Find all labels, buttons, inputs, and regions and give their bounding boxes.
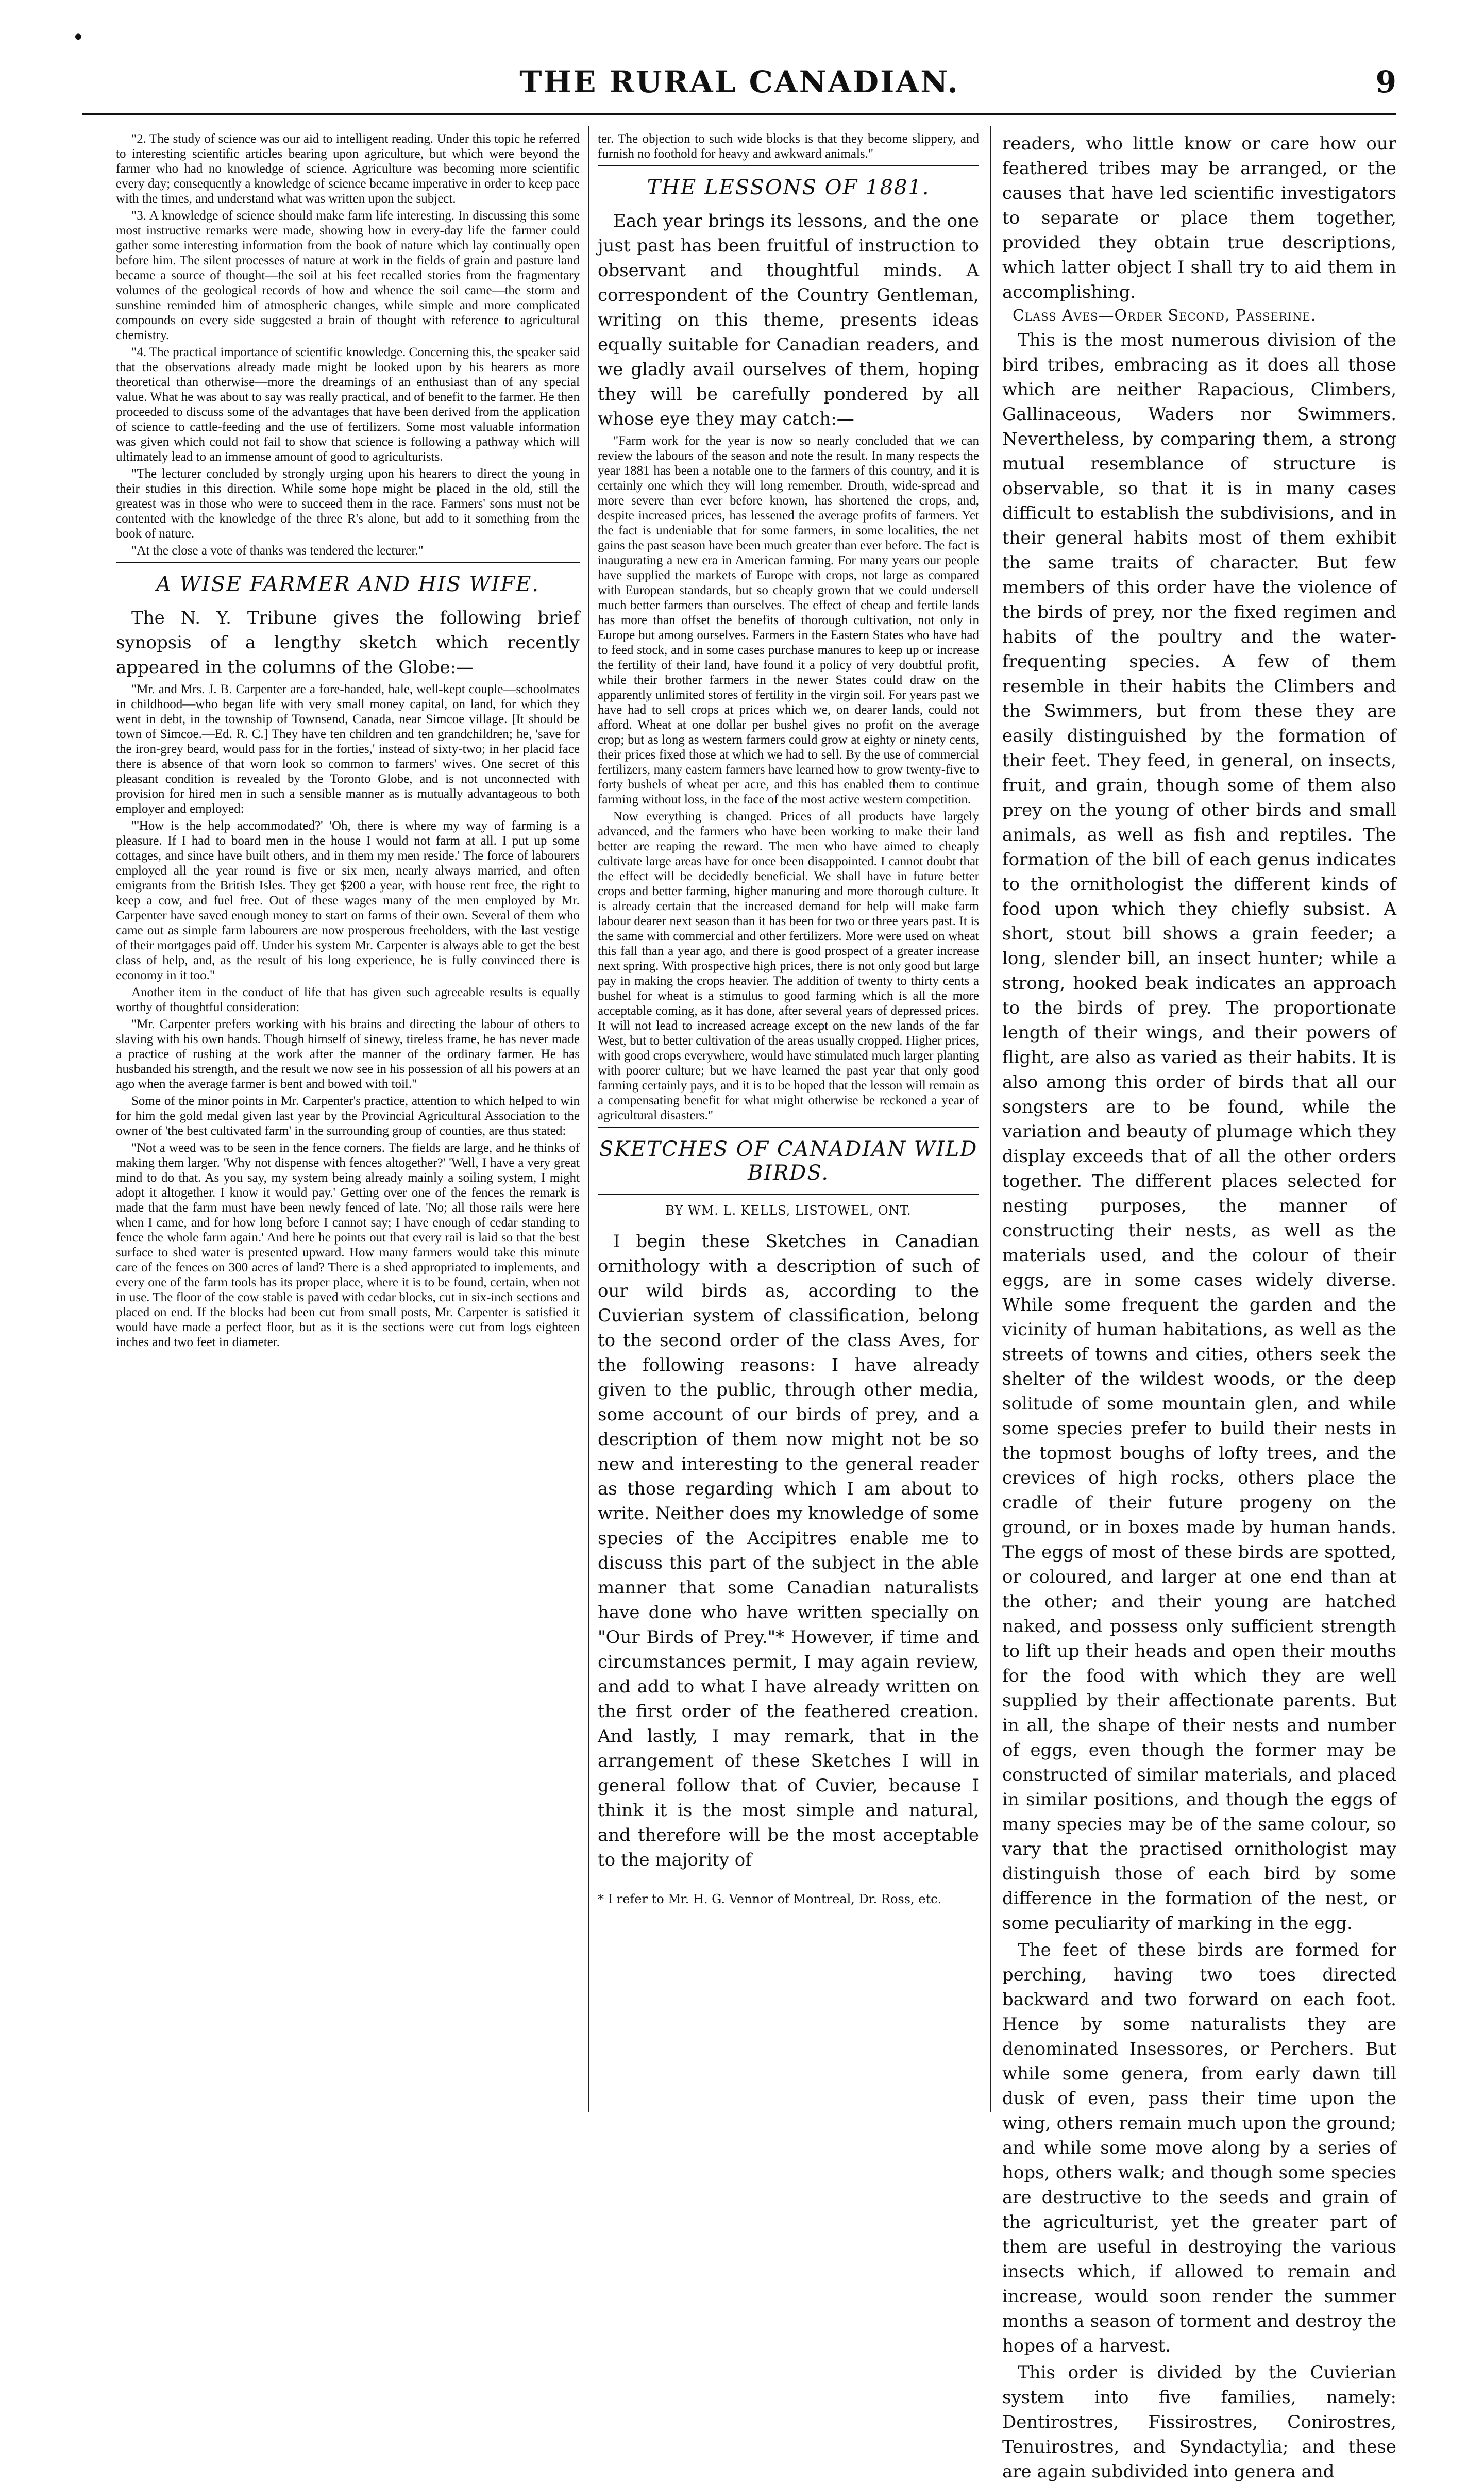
article-paragraph: "Mr. Carpenter prefers working with his brains and directing the labour of others to slaving with his own hands. Though himself of sinewy, tireless frame, he has never made a practice of rushing at the work after the manner of the ordinary farmer. He has husbanded his strength, and the result we now see in his possession of all his powers at an ago when the average farmer is bent and bowed with toil." <box>116 1017 580 1091</box>
article-paragraph: "The lecturer concluded by strongly urging upon his hearers to direct the young in their studies in this direction. While some hope might be placed in the old, still the greatest was in those who were to succeed them in the race. Farmers' sons must not be contented with the knowledge of the three R's alone, but add to it something from the book of nature. <box>116 467 580 541</box>
section-rule <box>116 562 580 563</box>
byline: BY WM. L. KELLS, LISTOWEL, ONT. <box>665 1203 912 1218</box>
class-heading: Class Aves—Order Second, Passerine. <box>1013 307 1317 325</box>
article-paragraph: Now everything is changed. Prices of all products have largely advanced, and the farmers who have been working to make their land better are reaping the reward. The men who have aimed to cheaply cultivate large areas have for once been disappointed. I cannot doubt that the effect will be decidedly beneficial. We shall have in future better crops and better farming, higher manuring and more thorough culture. It is already certain that the increased demand for help will make farm labour dearer next season than it has been for two or three years past. It is the same with commercial and other fertilizers. More were used on wheat this fall than a year ago, and there is good prospect of a greater increase next spring. With prospective high prices, there is not only good but large pay in making the crops heavier. The addition of twenty to thirty cents a bushel for wheat is a stimulus to good farming which is all the more acceptable coming, as it has done, after several years of depressed prices. It will not lead to increased acreage except on the new lands of the far West, but to better cultivation of the areas usually cropped. Higher prices, with good crops everywhere, would have stimulated much larger planting with poorer culture; but we have learned the past year that only good farming certainly pays, and it is to be hoped that the lesson will remain as a compensating benefit for what might otherwise be reckoned a year of agricultural disasters." <box>598 810 979 1122</box>
article-paragraph: "Not a weed was to be seen in the fence corners. The fields are large, and he thinks of making them larger. 'Why not dispense with fences altogether?' 'Well, I have a very great mind to do that. As you say, my system being already mainly a soiling system, I might adopt it altogether. I know it would pay.' Getting over one of the fences the remark is made that the farm must have been newly fenced of late. 'No; all those rails were here when I came, and for how long before I cannot say; I have enough of cedar standing to fence the whole farm again.' And here he points out that every rail is laid so that the best surface to shed water is presented upward. How many farmers would take this minute care of the fences on 300 acres of land? There is a shed appropriated to implements, and every one of the farm tools has its proper place, where it is to be found, certain, when not in use. The floor of the cow stable is paved with cedar blocks, cut in six-inch sections and placed on end. If the blocks had been cut from small posts, Mr. Carpenter is satisfied it would have made a perfect floor, but as it is the sections were cut from logs eighteen inches and two feet in diameter. <box>116 1141 580 1349</box>
column-divider <box>588 126 589 2112</box>
footnote: * I refer to Mr. H. G. Vennor of Montreal, Dr. Ross, etc. <box>598 1886 979 1907</box>
article-paragraph: The feet of these birds are formed for perching, having two toes directed backward and two forward on each foot. Hence by some naturalists they are denominated Insessores, or Perchers. But while some genera, from early dawn till dusk of even, pass their time upon the wing, others remain much upon the ground; and while some move along by a series of hops, others walk; and though some species are destructive to the seeds and grain of the agriculturist, yet the greater part of them are useful in destroying the various insects which, if allowed to remain and increase, would soon render the summer months a season of torment and destroy the hopes of a harvest. <box>1002 1940 1396 2356</box>
article-paragraph: "3. A knowledge of science should make farm life interesting. In discussing this some most instructive remarks were made, showing how in every-day life the farmer could gather some interesting information from the book of nature which lay continually open before him. The silent processes of nature at work in the fields of grain and pasture land became a source of thought—the soil at his feet recalled stories from the fragmentary volumes of the geological records of how and whence the soil came—the storm and sunshine reminded him of atmospheric changes, while simple and more complicated compounds on every side suggested a brain of thought with reference to agricultural chemistry. <box>116 209 580 342</box>
article-paragraph: This order is divided by the Cuvierian system into five families, namely: Dentirostres, Fissirostres, Conirostres, Tenuirostres, and Syndactylia; and these are again subdivided into genera and <box>1002 2362 1396 2482</box>
column-divider <box>990 126 991 2112</box>
header-rule <box>82 113 1396 115</box>
article-paragraph: "Mr. and Mrs. J. B. Carpenter are a fore-handed, hale, well-kept couple—schoolmates in childhood—who began life with very small money capital, on land, for which they went in debt, in the township of Townsend, Canada, near Simcoe village. [It should be town of Simcoe.—Ed. R. C.] They have ten children and ten grandchildren; he, 'save for the iron-grey beard, would pass for in the forties,' instead of sixty-two; in her placid face there is absence of that worn look so common to farmers' wives. One secret of this pleasant condition is revealed by the Toronto Globe, and is not unconnected with provision for hired men in such a sensible manner as is mutually advantageous to both employer and employed: <box>116 682 580 816</box>
page-number: 9 <box>1375 64 1396 99</box>
column-2 <box>598 131 979 2107</box>
article-paragraph: "4. The practical importance of scientific knowledge. Concerning this, the speaker said that the observations already made might be looked upon by his hearers as more theoretical than otherwise—more the dreamings of an enthusiast than of any special value. What he was about to say was really practical, and of benefit to the farmer. He then proceeded to discuss some of the advantages that have been derived from the application of science to cattle-feeding and the use of fertilizers. Some most valuable information was given which could not fail to show that science is following a pathway which will ultimately lead to an immense amount of good to agriculturists. <box>116 345 580 464</box>
article-paragraph: I begin these Sketches in Canadian ornithology with a description of such of our wild birds as, according to the Cuvierian system of classification, belong to the second order of the class Aves, for the following reasons: I have already given to the public, through other media, some account of our birds of prey, and a description of them now might not be so new and interesting to the general reader as those regarding which I am about to write. Neither does my knowledge of some species of the Accipitres enable me to discuss this part of the subject in the able manner that some Canadian naturalists have done who have written specially on "Our Birds of Prey."* However, if time and circumstances permit, I may again review, and add to what I have already written on the first order of the feathered creation. And lastly, I may remark, that in the arrangement of these Sketches I will in general follow that of Cuvier, because I think it is the most simple and natural, and therefore will be the most acceptable to the majority of <box>598 1231 979 1870</box>
article-heading: SKETCHES OF CANADIAN WILD BIRDS. <box>599 1137 978 1185</box>
page-header <box>72 26 1396 111</box>
article-paragraph: "'How is the help accommodated?' 'Oh, there is where my way of farming is a pleasure. If I had to board men in the house I would not farm at all. I put up some cottages, and since have built others, and in them my men reside.' The force of labourers employed all the year round is five or six men, nearly always married, and often emigrants from the British Isles. They get $200 a year, with house rent free, the right to keep a cow, and fuel free. Out of these wages many of the men employed by Mr. Carpenter have saved enough money to start on farms of their own. Several of them who came out as simple farm labourers are now prosperous freeholders, with the last vestige of their mortgages paid off. Under his system Mr. Carpenter is always able to get the best class of help, and, as the result of his long experience, he is fully convinced there is economy in it too." <box>116 819 580 982</box>
section-rule <box>598 1127 979 1128</box>
column-1 <box>116 131 580 2107</box>
article-paragraph: Another item in the conduct of life that has given such agreeable results is equally worthy of thoughtful consideration: <box>116 985 580 1014</box>
ink-dot: • <box>72 26 85 49</box>
article-intro: Each year brings its lessons, and the one just past has been fruitful of instruction to observant and thoughtful minds. A correspondent of the Country Gentleman, writing on this theme, presents ideas equally suitable for Canadian readers, and we gladly avail ourselves of them, hoping they will be carefully pondered by all whose eye they may catch:— <box>598 211 979 429</box>
article-paragraph: "Farm work for the year is now so nearly concluded that we can review the labours of the season and note the result. In many respects the year 1881 has been a notable one to the farmers of this country, and it is certainly one which they will long remember. Drouth, wide-spread and more severe than ever before known, has shortened the crops, and, despite increased prices, has lessened the average profits of farmers. Yet the fact is undeniable that for some farmers, in some localities, the net gains the past season have been much greater than ever before. The fact is inaugurating a new era in American farming. For many years our people have supplied the markets of Europe with crops, not large as compared with European standards, but so cheaply grown that we could undersell much better farmers than ourselves. The effect of cheap and fertile lands has more than offset the benefits of thorough cultivation, not only in Europe but among ourselves. Farmers in the Eastern States who have had to feed stock, and in some cases purchase manures to keep up or increase the fertility of their land, have found it a policy of very doubtful profit, while their brother farmers in the newer States could draw on the apparently unlimited stores of fertility in the virgin soil. For years past we have had to sell crops at prices which we, on dearer lands, could not afford. Wheat at one dollar per bushel gives no profit on the average crop; but as long as western farmers could grow at eighty or ninety cents, their prices fixed those at which we had to sell. By the use of commercial fertilizers, many eastern farmers have learned how to grow twenty-five to forty bushels of wheat per acre, and this has enabled them to continue farming without loss, in the face of the most active western competition. <box>598 434 979 807</box>
article-heading: A WISE FARMER AND HIS WIFE. <box>156 573 540 596</box>
article-paragraph: Some of the minor points in Mr. Carpenter's practice, attention to which helped to win for him the gold medal given last year by the Provincial Agricultural Association to the owner of 'the best cultivated farm' in the surrounding group of counties, are thus stated: <box>116 1094 580 1138</box>
article-paragraph: "At the close a vote of thanks was tendered the lecturer." <box>131 544 424 558</box>
article-paragraph: ter. The objection to such wide blocks is that they become slippery, and furnish no foothold for heavy and awkward animals." <box>598 132 979 161</box>
article-paragraph: "2. The study of science was our aid to intelligent reading. Under this topic he referred to interesting scientific articles bearing upon agriculture, but which were beyond the farmer who had no knowledge of science. Agriculture was becoming more scientific every day; consequently a knowledge of science became imperative in order to keep pace with the times, and understand what was written upon the subject. <box>116 132 580 206</box>
article-heading: THE LESSONS OF 1881. <box>647 176 930 199</box>
article-paragraph: This is the most numerous division of the bird tribes, embracing as it does all those which are neither Rapacious, Climbers, Gallinaceous, Waders nor Swimmers. Nevertheless, by comparing them, a strong mutual resemblance of structure is observable, so that it is in many cases difficult to establish the subdivisions, and in their general habits most of them exhibit the same traits of character. But few members of this order have the violence of the birds of prey, nor the fixed regimen and habits of the poultry and the water-frequenting species. A few of them resemble in their habits the Climbers and the Swimmers, but from these they are easily distinguished by the formation of their feet. They feed, in general, on insects, fruit, and grain, though some of them also prey on the young of other birds and small animals, as well as fish and reptiles. The formation of the bill of each genus indicates to the ornithologist the different kinds of food upon which they chiefly subsist. A short, stout bill shows a grain feeder; a long, slender bill, an insect hunter; while a strong, hooked beak indicates an approach to the birds of prey. The proportionate length of their wings, and their powers of flight, are also as varied as their habits. It is also among this order of birds that all our songsters are to be found, while the variation and beauty of plumage which they display exceeds that of all the other orders together. The different places selected for nesting purposes, the manner of constructing their nests, as well as the materials used, and the colour of their eggs, are in some cases widely diverse. While some frequent the garden and the vicinity of human habitations, as well as the streets of towns and cities, others seek the shelter of the wildest woods, or the deep solitude of some mountain glen, and while some species prefer to build their nests in the topmost boughs of lofty trees, and the crevices of high rocks, others place the cradle of their future progeny on the ground, or in boxes made by human hands. The eggs of most of these birds are spotted, or coloured, and larger at one end than at the other; and their young are hatched naked, and possess only sufficient strength to lift up their heads and open their mouths for the food with which they are well supplied by their affectionate parents. But in all, the shape of their nests and number of eggs, even though the former may be constructed of similar materials, and placed in similar positions, and though the eggs of many species may be of the same colour, so vary that the practised ornithologist may distinguish those of each bird by some difference in the formation of the nest, or some peculiarity of marking in the egg. <box>1002 330 1396 1934</box>
article-intro: The N. Y. Tribune gives the following brief synopsis of a lengthy sketch which recently appeared in the columns of the Globe:— <box>116 608 580 678</box>
section-rule <box>598 1194 979 1195</box>
column-3 <box>1002 131 1396 2482</box>
section-rule <box>598 165 979 166</box>
article-paragraph: readers, who little know or care how our feathered tribes may be arranged, or the causes that have led scientific investigators to separate or place them together, provided they obtain true descriptions, which latter object I shall try to aid them in accomplishing. <box>1002 133 1396 303</box>
newspaper-title: THE RURAL CANADIAN. <box>519 64 959 99</box>
